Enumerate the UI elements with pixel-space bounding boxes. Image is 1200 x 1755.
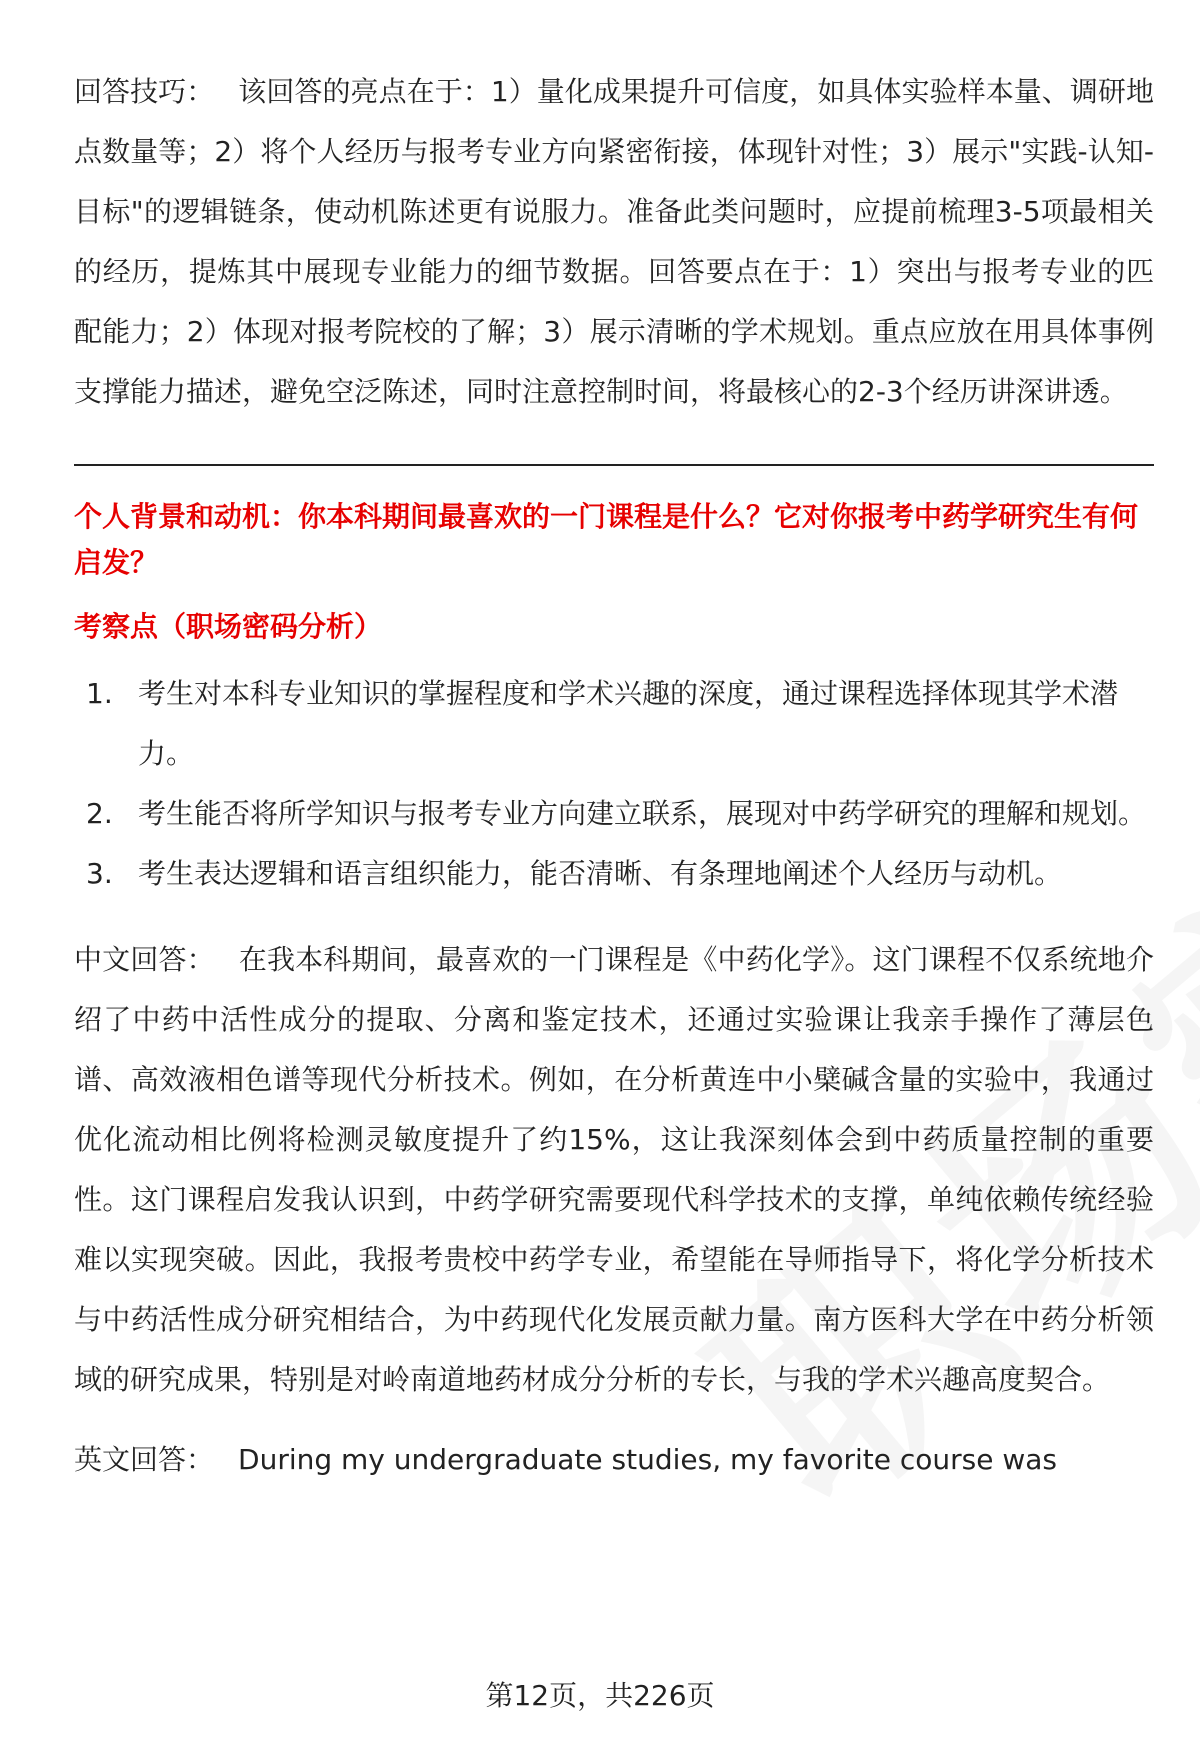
list-item-text: 考生对本科专业知识的掌握程度和学术兴趣的深度，通过课程选择体现其学术潜力。 <box>138 677 1119 770</box>
english-answer-label: 英文回答： <box>74 1443 215 1476</box>
key-points-title: 考察点（职场密码分析） <box>74 610 383 643</box>
tips-paragraph <box>74 62 1154 422</box>
list-item-text: 考生能否将所学知识与报考专业方向建立联系，展现对中药学研究的理解和规划。 <box>138 797 1147 830</box>
tips-text: 该回答的亮点在于：1）量化成果提升可信度，如具体实验样本量、调研地点数量等；2）将个人经历与报考专业方向紧密衔接，体现针对性；3）展示"实践-认知-目标"的逻辑链条，使动机陈述更有说服力。准备此类问题时，应提前梳理3-5项最相关的经历，提炼其中展现专业能力的细节数据。回答要点在于：1）突出与报考专业的匹配能力；2）体现对报考院校的了解；3）展示清晰的学术规划。重点应放在用具体事例支撑能力描述，避免空泛陈述，同时注意控制时间，将最核心的2-3个经历讲深讲透。 <box>74 75 1154 408</box>
section-divider <box>74 464 1154 466</box>
key-points-list <box>74 664 1154 904</box>
question-heading: 个人背景和动机：你本科期间最喜欢的一门课程是什么？它对你报考中药学研究生有何启发？ <box>74 500 1139 579</box>
list-item <box>74 844 1154 904</box>
chinese-answer-label: 中文回答： <box>74 943 215 976</box>
english-answer-text: During my undergraduate studies, my favorite course was <box>238 1443 1058 1476</box>
chinese-answer-paragraph <box>74 930 1154 1410</box>
chinese-answer-text: 在我本科期间，最喜欢的一门课程是《中药化学》。这门课程不仅系统地介绍了中药中活性成分的提取、分离和鉴定技术，还通过实验课让我亲手操作了薄层色谱、高效液相色谱等现代分析技术。例如，在分析黄连中小檗碱含量的实验中，我通过优化流动相比例将检测灵敏度提升了约15%，这让我深刻体会到中药质量控制的重要性。这门课程启发我认识到，中药学研究需要现代科学技术的支撑，单纯依赖传统经验难以实现突破。因此，我报考贵校中药学专业，希望能在导师指导下，将化学分析技术与中药活性成分研究相结合，为中药现代化发展贡献力量。南方医科大学在中药分析领域的研究成果，特别是对岭南道地药材成分分析的专长，与我的学术兴趣高度契合。 <box>74 943 1154 1396</box>
english-answer-paragraph <box>74 1430 1154 1490</box>
page-content <box>74 62 1154 1490</box>
tips-label: 回答技巧： <box>74 75 215 108</box>
list-item <box>74 784 1154 844</box>
list-item-text: 考生表达逻辑和语言组织能力，能否清晰、有条理地阐述个人经历与动机。 <box>138 857 1063 890</box>
list-item-number: 3. <box>86 857 113 890</box>
list-item-number: 2. <box>86 797 113 830</box>
list-item <box>74 664 1154 784</box>
list-item-number: 1. <box>86 677 113 710</box>
page-number-footer: 第12页，共226页 <box>485 1679 715 1712</box>
